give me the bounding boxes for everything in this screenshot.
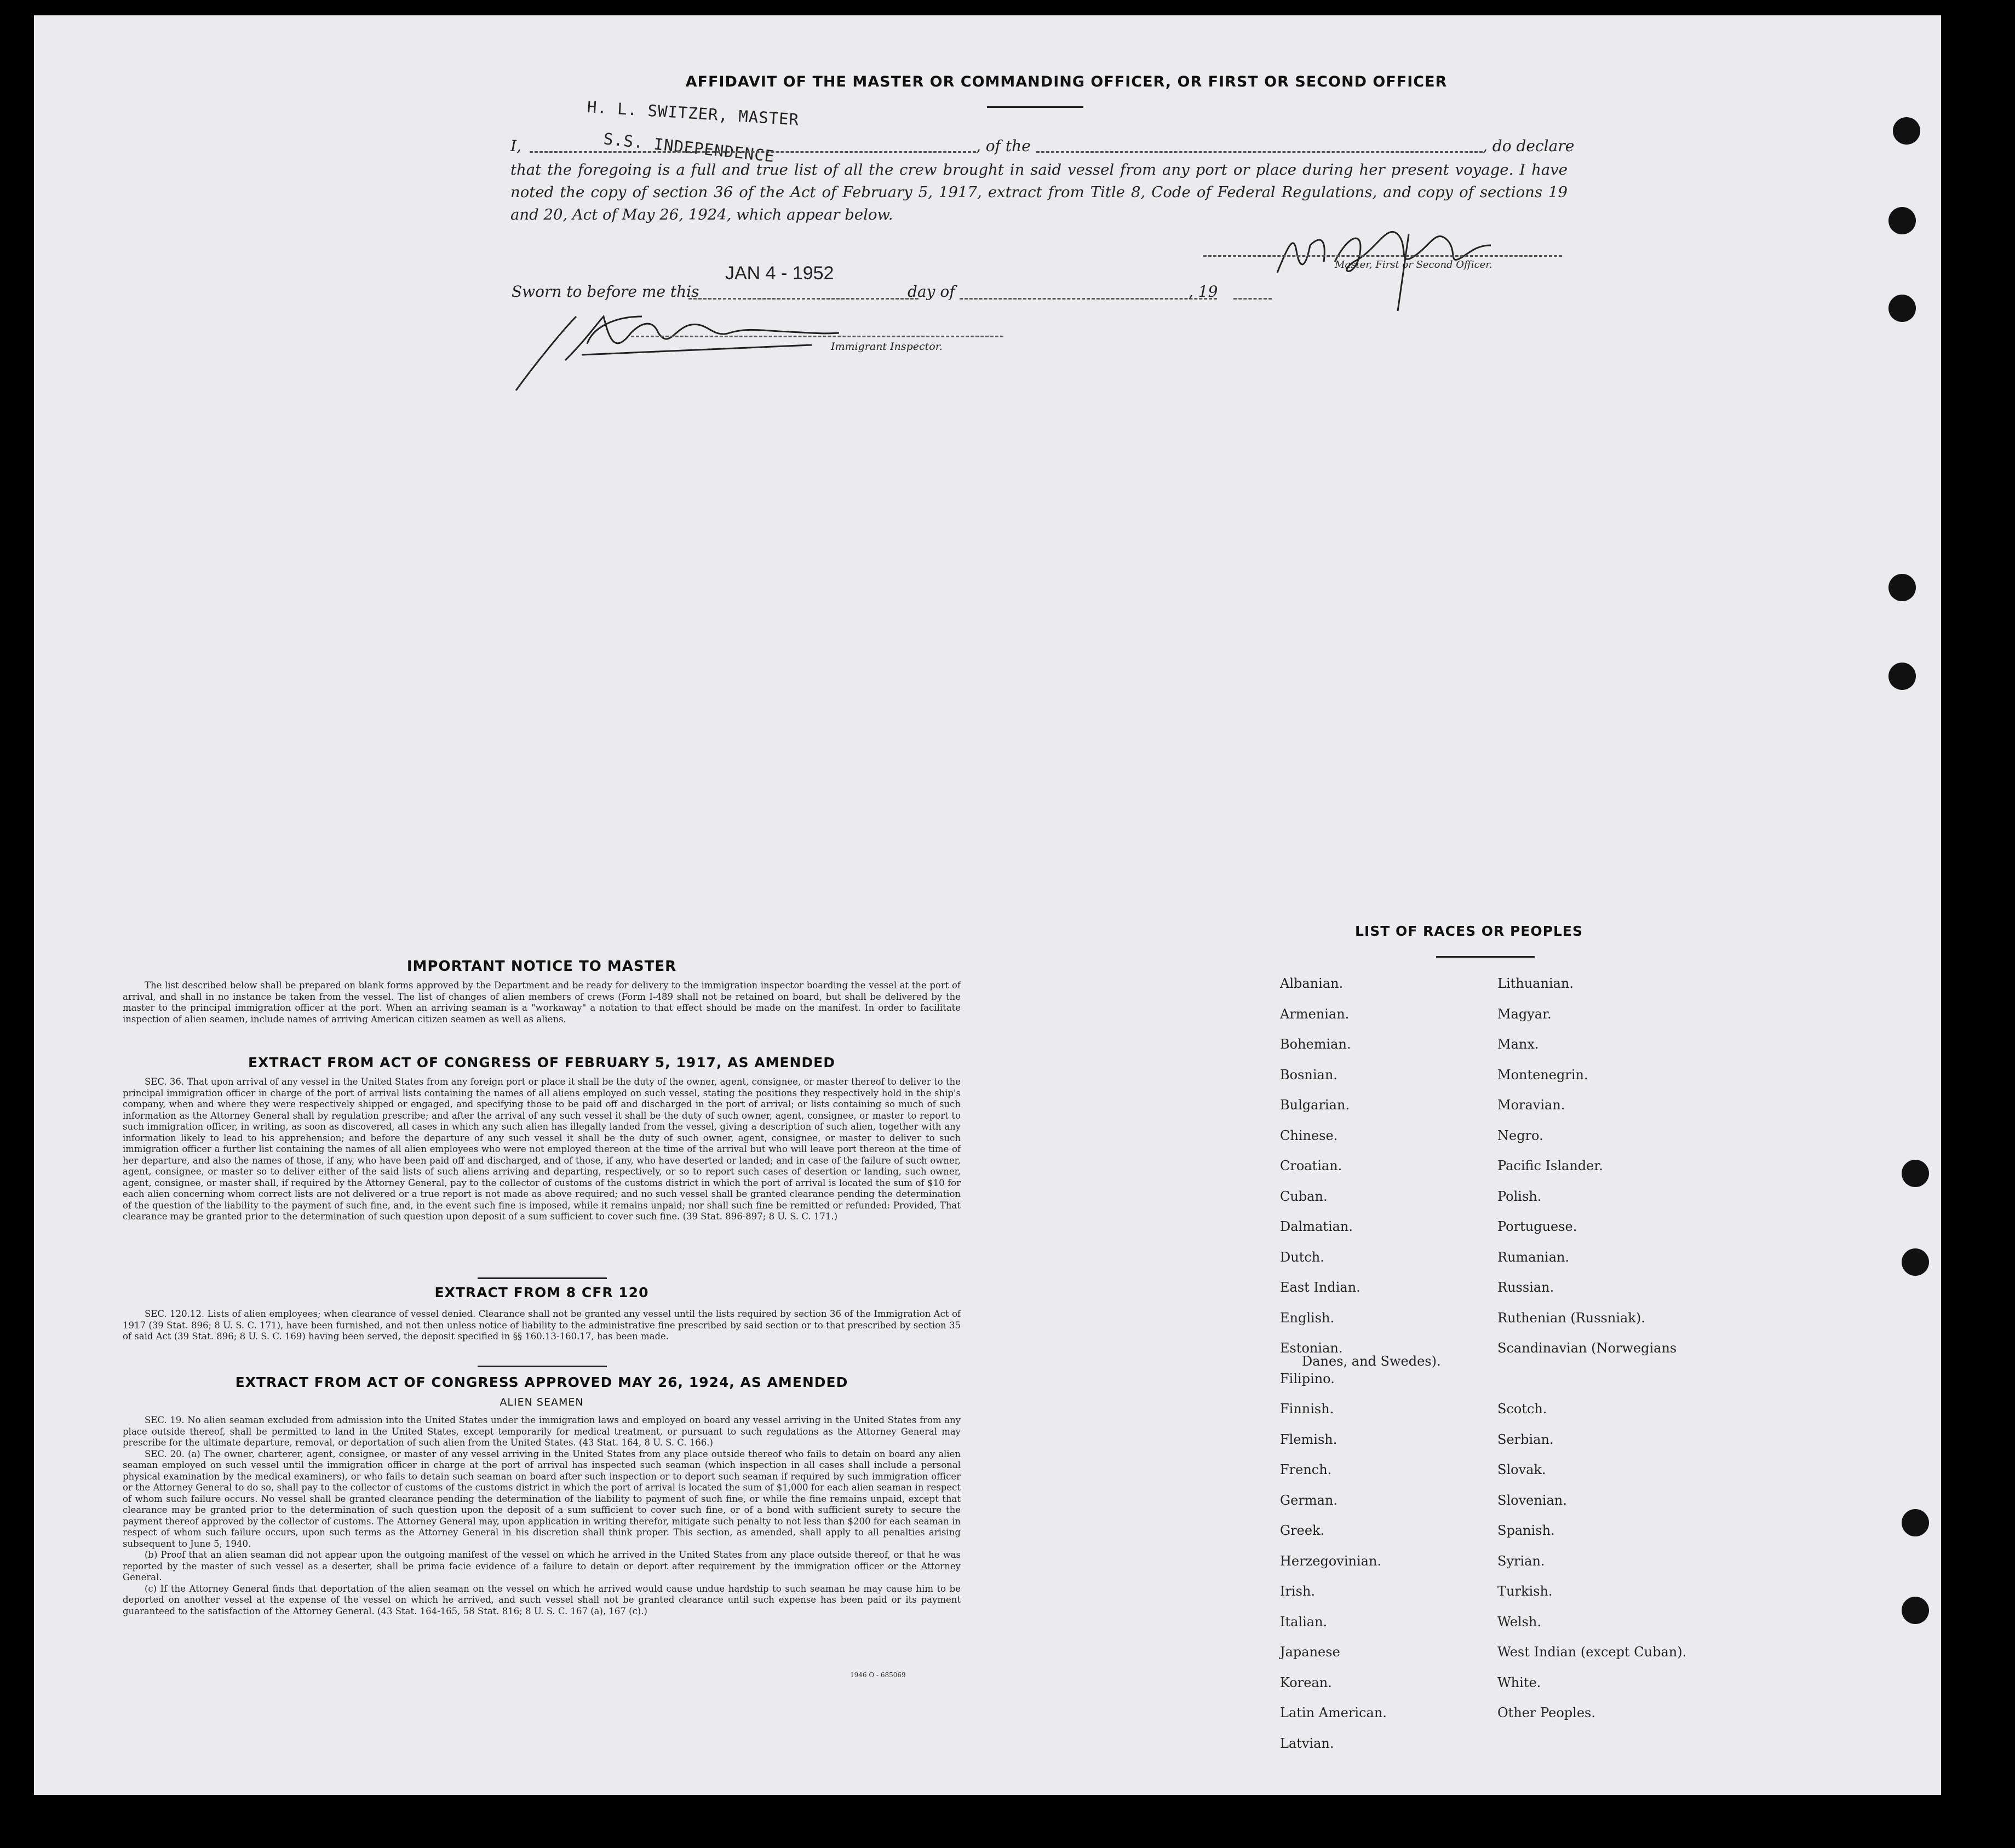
race-item: Slovenian. bbox=[1497, 1492, 1567, 1508]
year-prefix: , 19 bbox=[1189, 283, 1218, 301]
race-item: Turkish. bbox=[1497, 1584, 1553, 1599]
officer-signature-line bbox=[1203, 255, 1562, 257]
race-item: Danes, and Swedes). bbox=[1302, 1354, 1441, 1369]
race-item: Manx. bbox=[1497, 1037, 1539, 1052]
vessel-blank bbox=[1036, 151, 1483, 153]
notice-paragraph: The list described below shall be prepared on blank forms approved by the Department and be ready for delivery to the immigration inspector boarding the vessel at the port of arrival, and shall in no instance be taken from the vessel. The list of changes of alien members of crews (Form I-489 shall not be retained on board, but shall be delivered by the master to the principal immigration officer at the port. When an arriving seaman is a "workaway" a notation to that effect should be made on the manifest. In order to facilitate inspection of alien seamen, include names of arriving American citizen seamen as well as aliens. bbox=[123, 980, 961, 1024]
race-item: Latvian. bbox=[1280, 1735, 1334, 1751]
extract-1924-subtitle: ALIEN SEAMEN bbox=[500, 1396, 584, 1408]
affidavit-title: AFFIDAVIT OF THE MASTER OR COMMANDING OFFICER, OR FIRST OR SECOND OFFICER bbox=[685, 73, 1448, 90]
race-item: Japanese bbox=[1280, 1644, 1340, 1660]
notice-text bbox=[123, 980, 961, 1025]
of-the-text: , of the bbox=[976, 137, 1031, 155]
document-sheet bbox=[34, 15, 1941, 1795]
race-item: Lithuanian. bbox=[1497, 976, 1574, 991]
title-rule bbox=[987, 106, 1083, 108]
punch-hole bbox=[1902, 1597, 1929, 1624]
typed-master-name: H. L. SWITZER, MASTER bbox=[586, 97, 800, 129]
race-item: Syrian. bbox=[1497, 1553, 1545, 1569]
date-stamp: JAN 4 - 1952 bbox=[725, 263, 834, 284]
section-20c-paragraph: (c) If the Attorney General finds that deportation of the alien seaman on the vessel on which he arrived would cause undue hardship to such seaman he may cause him to be deported on another vessel at the expense of the vessel on which he arrived, and such vessel shall not be granted clearance until such expense has been paid or its payment guaranteed to the satisfaction of the Attorney General. (43 Stat. 164-165, 58 Stat. 816; 8 U. S. C. 167 (a), 167 (c).) bbox=[123, 1583, 961, 1616]
declarant-prefix: I, bbox=[510, 137, 521, 155]
race-item: Magyar. bbox=[1497, 1006, 1552, 1022]
do-declare-text: , do declare bbox=[1483, 137, 1575, 155]
punch-hole bbox=[1902, 1248, 1929, 1276]
section-divider bbox=[478, 1277, 607, 1279]
officer-caption: Master, First or Second Officer. bbox=[1335, 259, 1492, 270]
race-item: Scotch. bbox=[1497, 1401, 1547, 1417]
race-item: French. bbox=[1280, 1462, 1332, 1477]
inspector-caption: Immigrant Inspector. bbox=[831, 341, 943, 353]
section-20a-paragraph: SEC. 20. (a) The owner, charterer, agent, consignee, or master of any vessel arriving in the United States from any place outside thereof who fails to detain on board any alien seaman employed on such vessel until the immigration officer in charge at the port of arrival has inspected such seaman (which inspection in all cases shall include a personal physical examination by the medical examiners), or who fails to detain such seaman on board after such inspection or to deport such seaman if required by such immigration officer or the Attorney General to do so, shall pay to the collector of customs of the customs district in which the port of arrival is located the sum of $1,000 for each alien seaman in respect of whom such failure occurs. No vessel shall be granted clearance pending the determination of the liability to payment of such fine, or while the fine remains unpaid, except that clearance may be granted prior to the determination of such question upon the deposit of a sum sufficient to cover such fine, or of a bond with sufficient surety to secure the payment thereof approved by the collector of customs. The Attorney General may, upon application in writing therefor, mitigate such penalty to not less than $200 for each seaman in respect of whom such failure occurs, upon such terms as the Attorney General in his discretion shall think proper. This section, as amended, shall apply to all penalties arising subsequent to June 5, 1940. bbox=[123, 1448, 961, 1549]
race-item: West Indian (except Cuban). bbox=[1497, 1644, 1687, 1660]
races-title: LIST OF RACES OR PEOPLES bbox=[1355, 923, 1583, 939]
race-item: Bulgarian. bbox=[1280, 1097, 1350, 1113]
race-item: Korean. bbox=[1280, 1674, 1332, 1690]
punch-hole bbox=[1888, 207, 1916, 234]
race-item: East Indian. bbox=[1280, 1280, 1360, 1295]
race-item: Polish. bbox=[1497, 1188, 1542, 1204]
punch-hole bbox=[1902, 1509, 1929, 1536]
typed-vessel-name: S.S. INDEPENDENCE bbox=[602, 129, 776, 166]
race-item: Dutch. bbox=[1280, 1249, 1324, 1265]
race-item: Albanian. bbox=[1280, 976, 1344, 991]
race-item: English. bbox=[1280, 1310, 1335, 1326]
race-item: Scandinavian (Norwegians bbox=[1497, 1340, 1677, 1356]
extract-1917-title: EXTRACT FROM ACT OF CONGRESS OF FEBRUARY 5, 1917, AS AMENDED bbox=[248, 1055, 836, 1070]
race-item: Estonian. bbox=[1280, 1340, 1343, 1356]
extract-1917-text bbox=[123, 1076, 961, 1223]
race-item: Pacific Islander. bbox=[1497, 1158, 1603, 1173]
race-item: Flemish. bbox=[1280, 1431, 1337, 1447]
punch-hole bbox=[1893, 117, 1920, 145]
race-item: Serbian. bbox=[1497, 1431, 1554, 1447]
race-item: Cuban. bbox=[1280, 1188, 1328, 1204]
race-item: Other Peoples. bbox=[1497, 1705, 1595, 1720]
race-item: Ruthenian (Russniak). bbox=[1497, 1310, 1645, 1326]
print-code: 1946 O - 685069 bbox=[850, 1671, 906, 1679]
month-blank bbox=[960, 298, 1217, 300]
section-120-paragraph: SEC. 120.12. Lists of alien employees; when clearance of vessel denied. Clearance shall not be granted any vessel until the lists required by section 36 of the Immigration Act of 1917 (39 Stat. 896; 8 U. S. C. 171), have been furnished, and not then unless notice of liability to the administrative fine prescribed by said section or to that prescribed by section 35 of said Act (39 Stat. 896; 8 U. S. C. 169) having been served, the deposit specified in §§ 160.13-160.17, has been made. bbox=[123, 1309, 961, 1342]
cfr-title: EXTRACT FROM 8 CFR 120 bbox=[434, 1285, 649, 1300]
race-item: Negro. bbox=[1497, 1127, 1543, 1143]
year-blank bbox=[1233, 298, 1272, 300]
race-item: Russian. bbox=[1497, 1280, 1554, 1295]
section-36-paragraph: SEC. 36. That upon arrival of any vessel in the United States from any foreign port or place it shall be the duty of the owner, agent, consignee, or master thereof to deliver to the principal immigration officer in charge of the port of arrival lists containing the names of all aliens employed on such vessel, stating the positions they respectively hold in the ship's company, when and where they were respectively shipped or engaged, and specifying those to be paid off and discharged in the port of arrival; or lists containing so much of such information as the Attorney General shall by regulation prescribe; and after the arrival of any such vessel it shall be the duty of such owner, agent, consignee, or master to report to such immigration officer, in writing, as soon as discovered, all cases in which any such alien has illegally landed from the vessel, giving a description of such alien, together with any information likely to lead to his apprehension; and before the departure of any such vessel it shall be the duty of such owner, agent, consignee, or master to deliver to such immigration officer a further list containing the names of all alien employees who were not employed thereon at the time of the arrival but who will leave port thereon at the time of her departure, and also the names of those, if any, who have been paid off and discharged, and of those, if any, who have deserted or landed; and in case of the failure of such owner, agent, consignee, or master so to deliver either of the said lists of such aliens arriving and departing, respectively, or so to report such cases of desertion or landing, such owner, agent, consignee, or master shall, if required by the Attorney General, pay to the collector of customs of the customs district in which the port of arrival is located the sum of $10 for each alien concerning whom correct lists are not delivered or a true report is not made as above required; and no such vessel shall be granted clearance pending the determination of the question of the liability to the payment of such fine, and, in the event such fine is imposed, while it remains unpaid; nor shall such fine be remitted or refunded: Provided, That clearance may be granted prior to the determination of such question upon deposit of a sum sufficient to cover such fine. (39 Stat. 896-897; 8 U. S. C. 171.) bbox=[123, 1076, 961, 1222]
race-item: Herzegovinian. bbox=[1280, 1553, 1382, 1569]
race-item: Spanish. bbox=[1497, 1523, 1555, 1538]
race-item: Dalmatian. bbox=[1280, 1219, 1353, 1234]
section-19-paragraph: SEC. 19. No alien seaman excluded from admission into the United States under the immigration laws and employed on board any vessel arriving in the United States from any place outside thereof, shall be permitted to land in the United States, except temporarily for medical treatment, or pursuant to such regulations as the Attorney General may prescribe for the ultimate departure, removal, or deportation of such alien from the United States. (43 Stat. 164, 8 U. S. C. 166.) bbox=[123, 1415, 961, 1448]
race-item: Filipino. bbox=[1280, 1371, 1335, 1386]
cfr-text bbox=[123, 1309, 961, 1343]
name-blank bbox=[530, 151, 976, 153]
race-item: Italian. bbox=[1280, 1614, 1328, 1630]
punch-hole bbox=[1888, 295, 1916, 322]
races-rule bbox=[1436, 956, 1535, 958]
race-item: White. bbox=[1497, 1674, 1541, 1690]
race-item: Irish. bbox=[1280, 1584, 1316, 1599]
section-20b-paragraph: (b) Proof that an alien seaman did not appear upon the outgoing manifest of the vessel on which he arrived in the United States from any place outside thereof, or that he was reported by the master of such vessel as a deserter, shall be prima facie evidence of a failure to detain or deport after requirement by the immigration officer or the Attorney General. bbox=[123, 1550, 961, 1582]
punch-hole bbox=[1888, 663, 1916, 690]
race-item: Welsh. bbox=[1497, 1614, 1541, 1630]
race-item: Greek. bbox=[1280, 1523, 1325, 1538]
inspector-signature bbox=[505, 295, 845, 399]
race-item: Armenian. bbox=[1280, 1006, 1350, 1022]
race-item: Rumanian. bbox=[1497, 1249, 1570, 1265]
punch-hole bbox=[1888, 574, 1916, 601]
sworn-prefix: Sworn to before me this bbox=[512, 283, 699, 301]
race-item: Latin American. bbox=[1280, 1705, 1387, 1720]
race-item: Montenegrin. bbox=[1497, 1067, 1588, 1083]
race-item: Moravian. bbox=[1497, 1097, 1565, 1113]
race-item: Chinese. bbox=[1280, 1127, 1338, 1143]
punch-hole bbox=[1902, 1160, 1929, 1187]
day-of-text: day of bbox=[908, 283, 955, 301]
race-item: Croatian. bbox=[1280, 1158, 1342, 1173]
notice-title: IMPORTANT NOTICE TO MASTER bbox=[406, 958, 677, 975]
race-item: Bosnian. bbox=[1280, 1067, 1337, 1083]
extract-1924-text bbox=[123, 1415, 961, 1617]
race-item: Slovak. bbox=[1497, 1462, 1546, 1477]
extract-1924-title: EXTRACT FROM ACT OF CONGRESS APPROVED MAY 26, 1924, AS AMENDED bbox=[235, 1374, 848, 1390]
race-item: German. bbox=[1280, 1492, 1337, 1508]
inspector-signature-line bbox=[631, 336, 1003, 337]
race-item: Portuguese. bbox=[1497, 1219, 1577, 1234]
race-item: Bohemian. bbox=[1280, 1037, 1351, 1052]
race-item: Finnish. bbox=[1280, 1401, 1334, 1417]
affidavit-body: that the foregoing is a full and true list of all the crew brought in said vessel from any port or place during her present voyage. I have noted the copy of section 36 of the Act of February 5, 1917, extract from Title 8, Code of Federal Regulations, and copy of sections 19 and 20, Act of May 26, 1924, which appear below. bbox=[510, 161, 1568, 223]
section-divider bbox=[478, 1366, 607, 1367]
